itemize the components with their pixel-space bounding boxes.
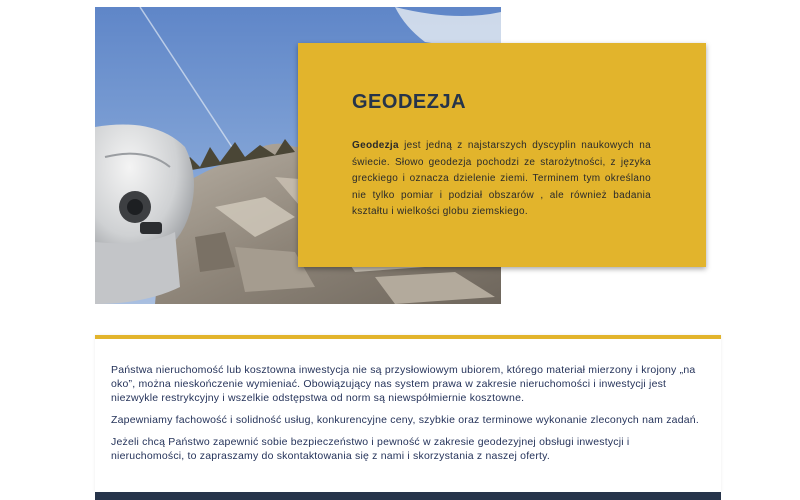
info-title: GEODEZJA bbox=[352, 91, 467, 113]
content-paragraph-3: Jeżeli chcą Państwo zapewnić sobie bezpieczeństwo i pewność w zakresie geodezyjnej obsługi inwestycji i nieruchomości, to zapraszamy do skontaktowania się z nami i skorzystania z naszej oferty. bbox=[111, 436, 630, 462]
info-card bbox=[298, 43, 706, 267]
content-paragraph-1: Państwa nieruchomość lub kosztowna inwestycja nie są przysłowiowym ubiorem, którego materiał mierzony i krojony „na oko”, można nieskończenie wymieniać. Obowiązujący nas system prawa w zakresie nieruchomości i inwestycji jest niezwykle restrykcyjny i wszelkie odstępstwa od norm są niewspółmiernie kosztowne. bbox=[111, 364, 696, 404]
bottom-bar bbox=[95, 492, 721, 500]
info-text-bold: Geodezja bbox=[352, 140, 399, 151]
content-box bbox=[95, 335, 721, 492]
content-paragraph-2: Zapewniamy fachowość i solidność usług, konkurencyjne ceny, szybkie oraz terminowe wykonanie zleconych nam zadań. bbox=[111, 414, 699, 426]
info-text-rest: jest jedną z najstarszych dyscyplin naukowych na świecie. Słowo geodezja pochodzi ze starożytności, z języka greckiego i oznacza dzielenie ziemi. Terminem tym określano nie tylko pomiar i podział obszarów , ale również badania kształtu i wielkości globu ziemskiego. bbox=[352, 140, 651, 217]
info-text bbox=[352, 138, 651, 221]
